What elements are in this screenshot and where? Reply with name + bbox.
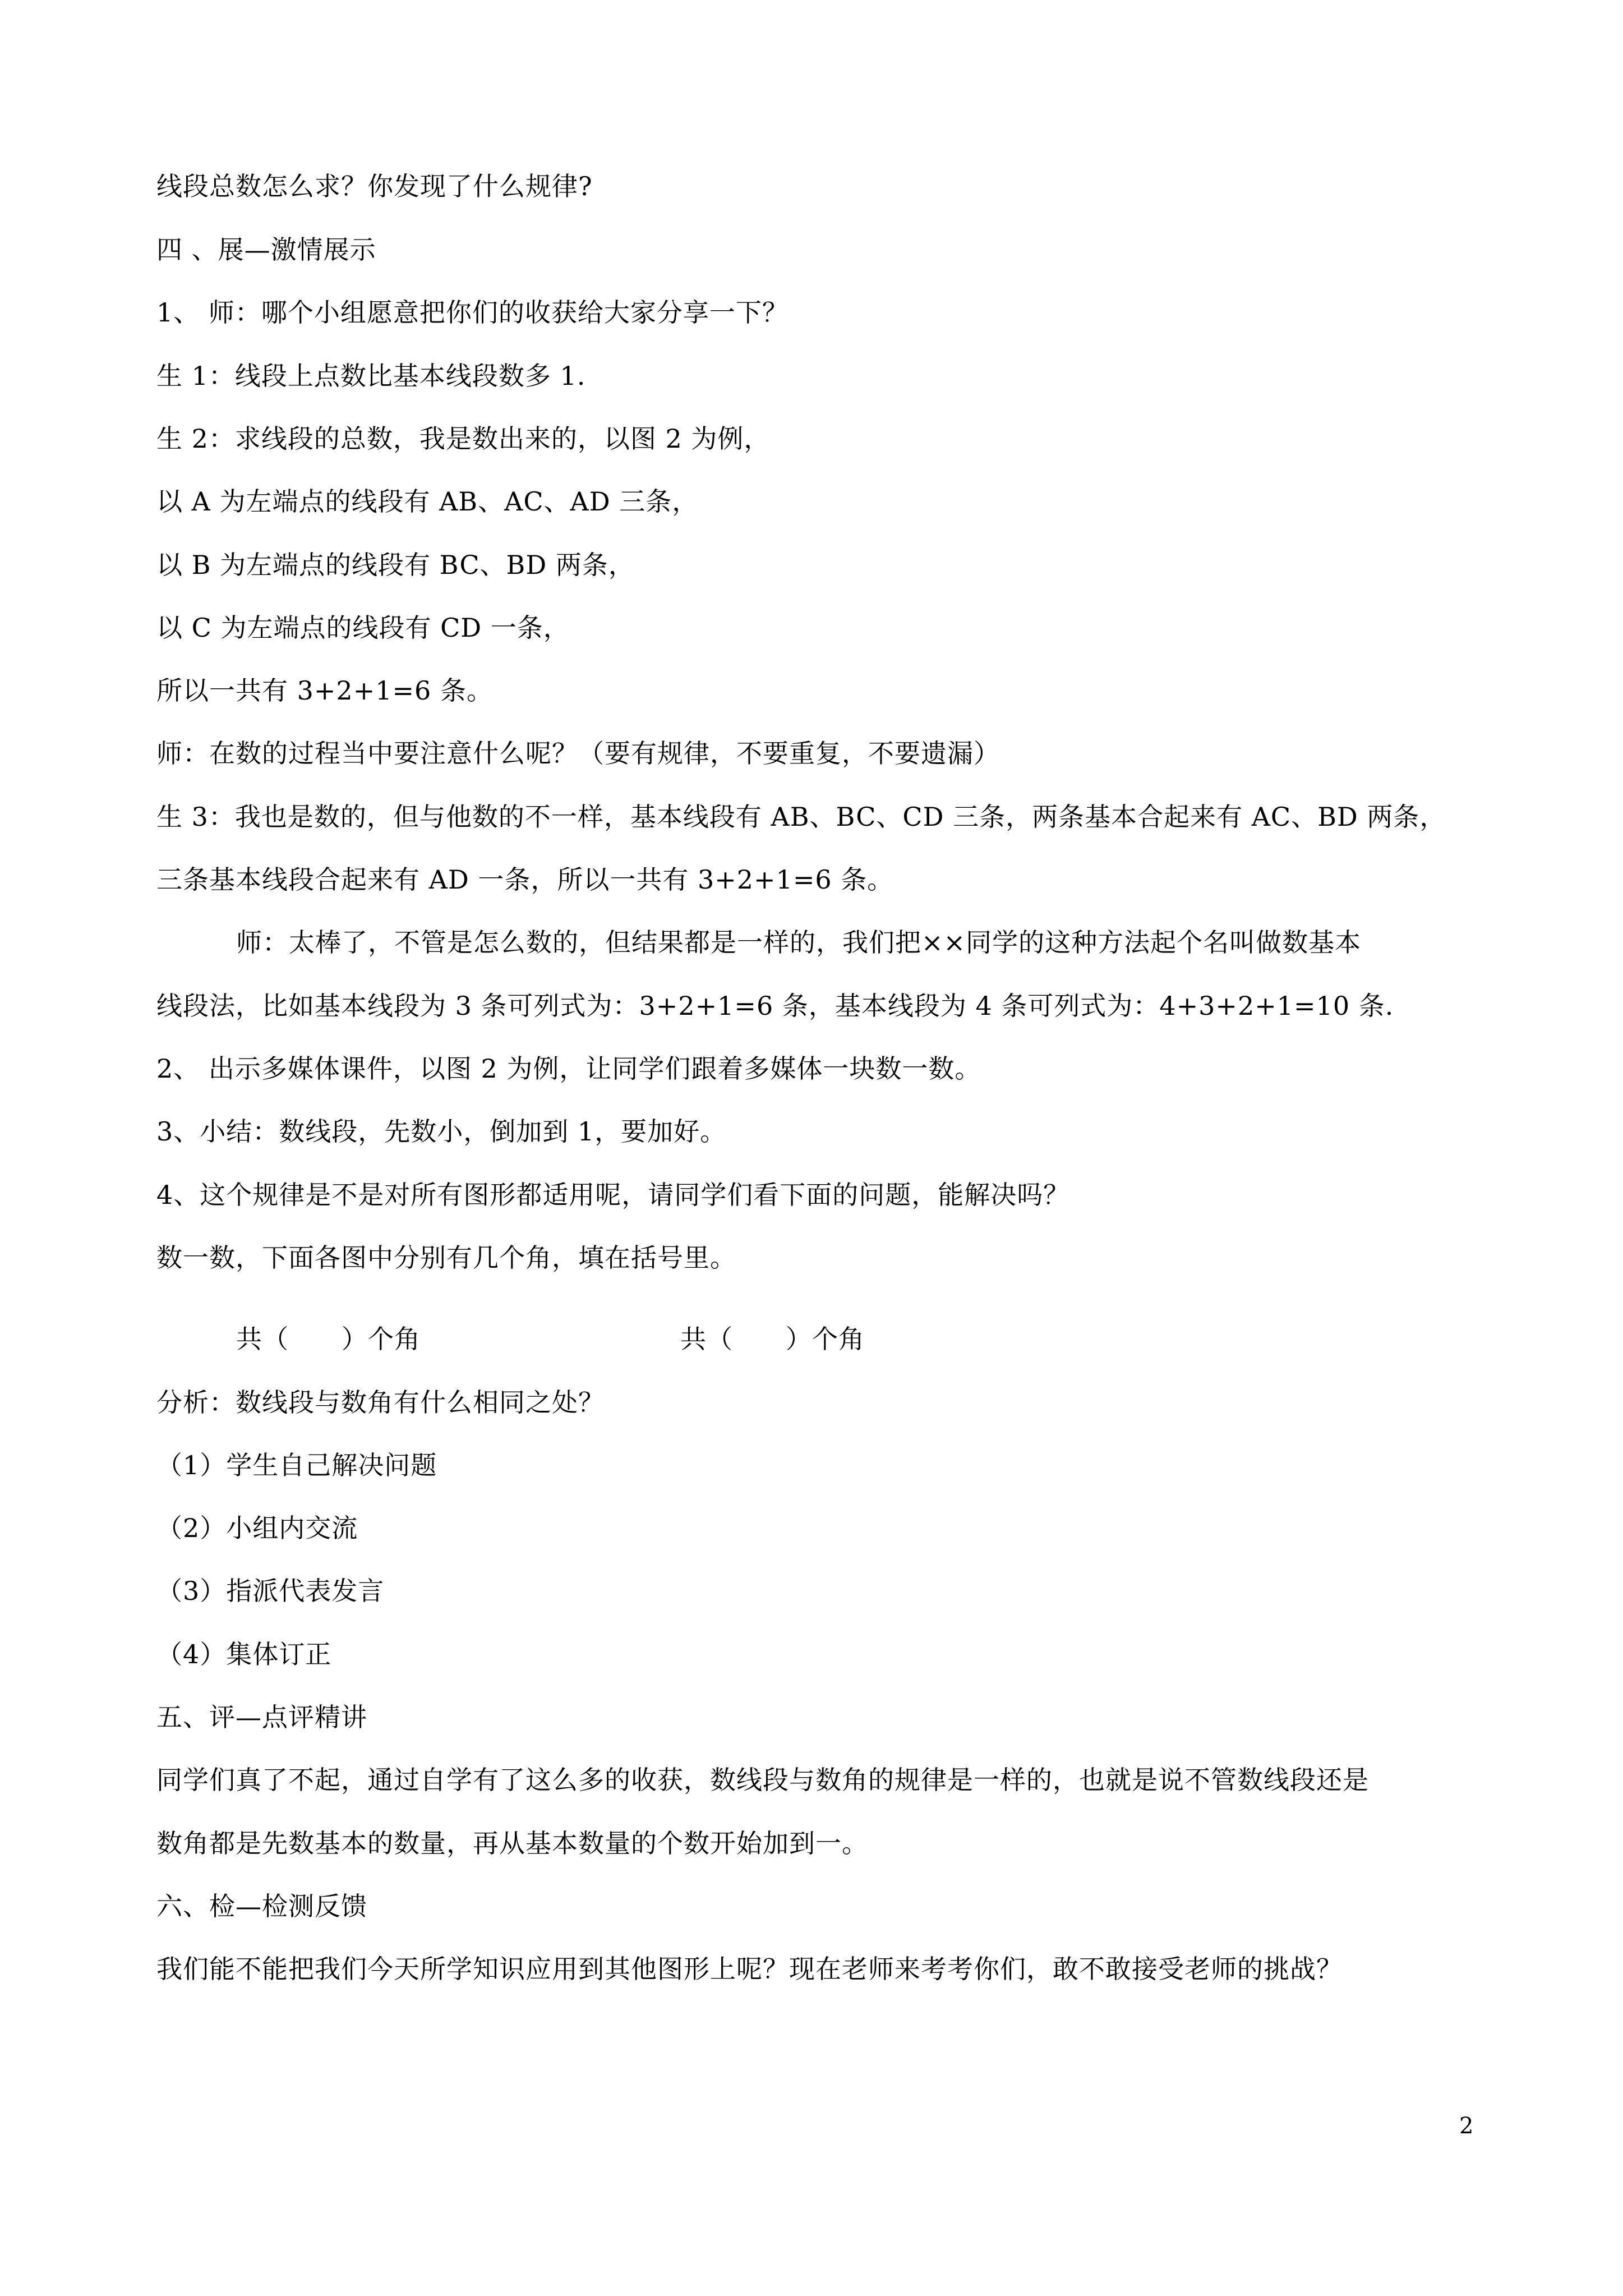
angle-count-caption-right: 共（ ）个角 — [680, 1324, 865, 1354]
text-line: 2、 出示多媒体课件，以图 2 为例，让同学们跟着多媒体一块数一数。 — [156, 1053, 981, 1084]
page-number: 2 — [1459, 2113, 1474, 2139]
list-item: （2）小组内交流 — [156, 1513, 358, 1543]
text-line: 所以一共有 3+2+1=6 条。 — [156, 675, 493, 706]
section-heading: 四 、展—激情展示 — [156, 234, 376, 265]
text-line: 1、 师：哪个小组愿意把你们的收获给大家分享一下？ — [156, 297, 789, 328]
list-item: （4）集体订正 — [156, 1639, 332, 1669]
text-line: 生 3：我也是数的，但与他数的不一样，基本线段有 AB、BC、CD 三条，两条基本合起来有 AC、BD 两条， — [156, 802, 1446, 832]
text-line: 数角都是先数基本的数量，再从基本数量的个数开始加到一。 — [156, 1828, 868, 1858]
text-line: 我们能不能把我们今天所学知识应用到其他图形上呢？现在老师来考考你们，敢不敢接受老师的挑战？ — [156, 1954, 1343, 1984]
angle-count-caption-left: 共（ ）个角 — [236, 1324, 421, 1354]
text-line: 线段法，比如基本线段为 3 条可列式为：3+2+1=6 条，基本线段为 4 条可列式为：4+3+2+1=10 条. — [156, 991, 1394, 1021]
section-heading: 六、检—检测反馈 — [156, 1891, 367, 1921]
text-line: 以 A 为左端点的线段有 AB、AC、AD 三条， — [156, 486, 699, 517]
text-line: 三条基本线段合起来有 AD 一条，所以一共有 3+2+1=6 条。 — [156, 864, 894, 895]
text-line: 同学们真了不起，通过自学有了这么多的收获，数线段与数角的规律是一样的，也就是说不管数线段还是 — [156, 1765, 1369, 1795]
text-line: 分析：数线段与数角有什么相同之处？ — [156, 1387, 605, 1418]
text-line: 3、小结：数线段，先数小，倒加到 1，要加好。 — [156, 1116, 727, 1147]
text-line: 师：太棒了，不管是怎么数的，但结果都是一样的，我们把××同学的这种方法起个名叫做数基本 — [236, 927, 1362, 958]
text-line: 4、这个规律是不是对所有图形都适用呢，请同学们看下面的问题，能解决吗？ — [156, 1180, 1070, 1210]
text-line: 数一数，下面各图中分别有几个角，填在括号里。 — [156, 1243, 736, 1273]
text-line: 生 2：求线段的总数，我是数出来的，以图 2 为例， — [156, 424, 771, 454]
text-line: 师：在数的过程当中要注意什么呢？（要有规律，不要重复，不要遗漏） — [156, 738, 1000, 769]
section-heading: 五、评—点评精讲 — [156, 1702, 367, 1732]
text-line: 以 C 为左端点的线段有 CD 一条， — [156, 613, 570, 643]
text-line: 以 B 为左端点的线段有 BC、BD 两条， — [156, 550, 635, 580]
list-item: （1）学生自己解决问题 — [156, 1450, 437, 1480]
list-item: （3）指派代表发言 — [156, 1576, 385, 1606]
text-line: 生 1：线段上点数比基本线段数多 1. — [156, 361, 586, 391]
text-line: 线段总数怎么求？你发现了什么规律? — [156, 171, 593, 201]
